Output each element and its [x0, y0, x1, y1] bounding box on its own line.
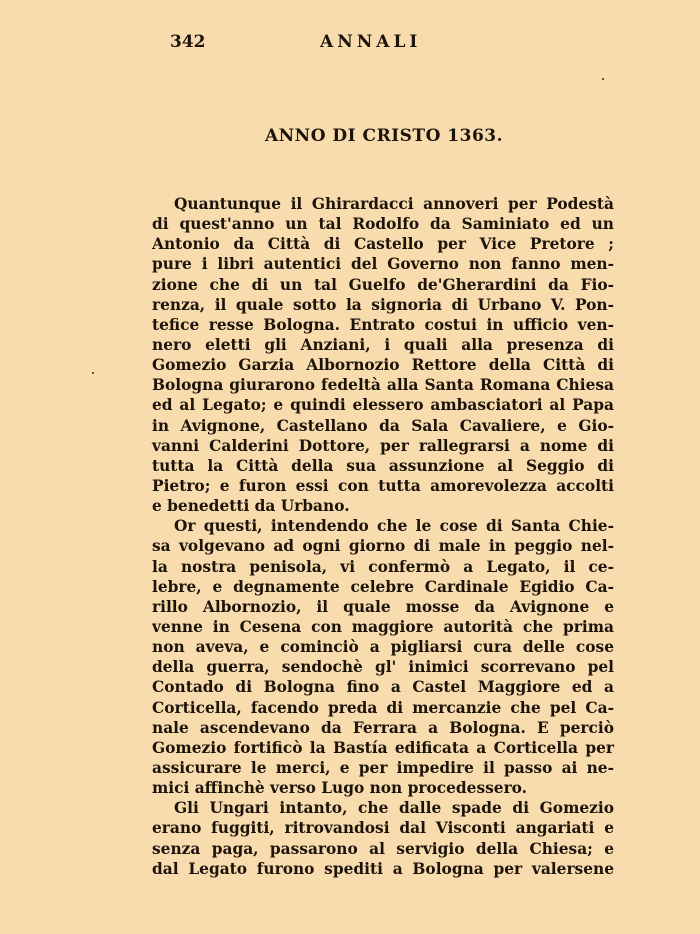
section-title: ANNO DI CRISTO 1363. [264, 126, 504, 146]
text-line: di quest'anno un tal Rodolfo da Saminiato ed un [152, 215, 614, 234]
text-line: ed al Legato; e quindi elessero ambasciatori al Papa [152, 396, 614, 415]
text-line: zione che di un tal Guelfo de'Gherardini da Fio- [152, 275, 614, 294]
text-line: Pietro; e furon essi con tutta amorevolezza accolti [152, 476, 614, 495]
text-line: la nostra penisola, vi confermò a Legato, il ce- [152, 557, 614, 576]
text-line: in Avignone, Castellano da Sala Cavaliere, e Gio- [152, 416, 614, 435]
text-line: nale ascendevano da Ferrara a Bologna. E perciò [152, 718, 614, 737]
text-line: tutta la Città della sua assunzione al Seggio di [152, 456, 614, 475]
text-line: rillo Albornozio, il quale mosse da Avignone e [152, 597, 614, 616]
text-line: venne in Cesena con maggiore autorità che prima [152, 617, 614, 636]
ink-speck [92, 372, 94, 374]
text-line: Antonio da Città di Castello per Vice Pretore ; [152, 235, 614, 254]
text-line: renza, il quale sotto la signoria di Urbano V. Pon- [152, 295, 614, 314]
text-line: Gomezio Garzia Albornozio Rettore della Città di [152, 356, 614, 375]
text-line: tefice resse Bologna. Entrato costui in ufficio ven- [152, 315, 614, 334]
text-line: della guerra, sendochè gl' inimici scorrevano pel [152, 658, 614, 677]
text-line: Gli Ungari intanto, che dalle spade di Gomezio [174, 799, 614, 818]
text-line: Contado di Bologna fino a Castel Maggiore ed a [152, 678, 614, 697]
text-line: mici affinchè verso Lugo non procedessero. [152, 779, 528, 798]
running-title: ANNALI [320, 32, 422, 52]
text-line: assicurare le merci, e per impedire il passo ai ne- [152, 758, 614, 777]
text-line: pure i libri autentici del Governo non fanno men- [152, 255, 614, 274]
text-line: senza paga, passarono al servigio della Chiesa; e [152, 839, 614, 858]
body-text [152, 194, 614, 879]
text-line: Gomezio fortificò la Bastía edificata a Corticella per [152, 738, 614, 757]
text-line: sa volgevano ad ogni giorno di male in peggio nel- [152, 537, 614, 556]
text-line: Bologna giurarono fedeltà alla Santa Romana Chiesa [152, 376, 614, 395]
text-line: non aveva, e cominciò a pigliarsi cura delle cose [152, 638, 614, 657]
page-header [170, 30, 610, 60]
text-line: dal Legato furono spediti a Bologna per valersene [152, 859, 614, 878]
text-line: Corticella, facendo preda di mercanzie che pel Ca- [152, 698, 614, 717]
text-line: e benedetti da Urbano. [152, 497, 350, 516]
text-line: vanni Calderini Dottore, per rallegrarsi a nome di [152, 436, 614, 455]
page-number: 342 [170, 32, 206, 52]
ink-speck [602, 78, 604, 80]
text-line: lebre, e degnamente celebre Cardinale Egidio Ca- [152, 577, 614, 596]
text-line: Or questi, intendendo che le cose di Santa Chie- [174, 517, 614, 536]
text-line: erano fuggiti, ritrovandosi dal Visconti angariati e [152, 819, 614, 838]
text-line: Quantunque il Ghirardacci annoveri per Podestà [174, 195, 614, 213]
text-line: nero eletti gli Anziani, i quali alla presenza di [152, 335, 614, 354]
